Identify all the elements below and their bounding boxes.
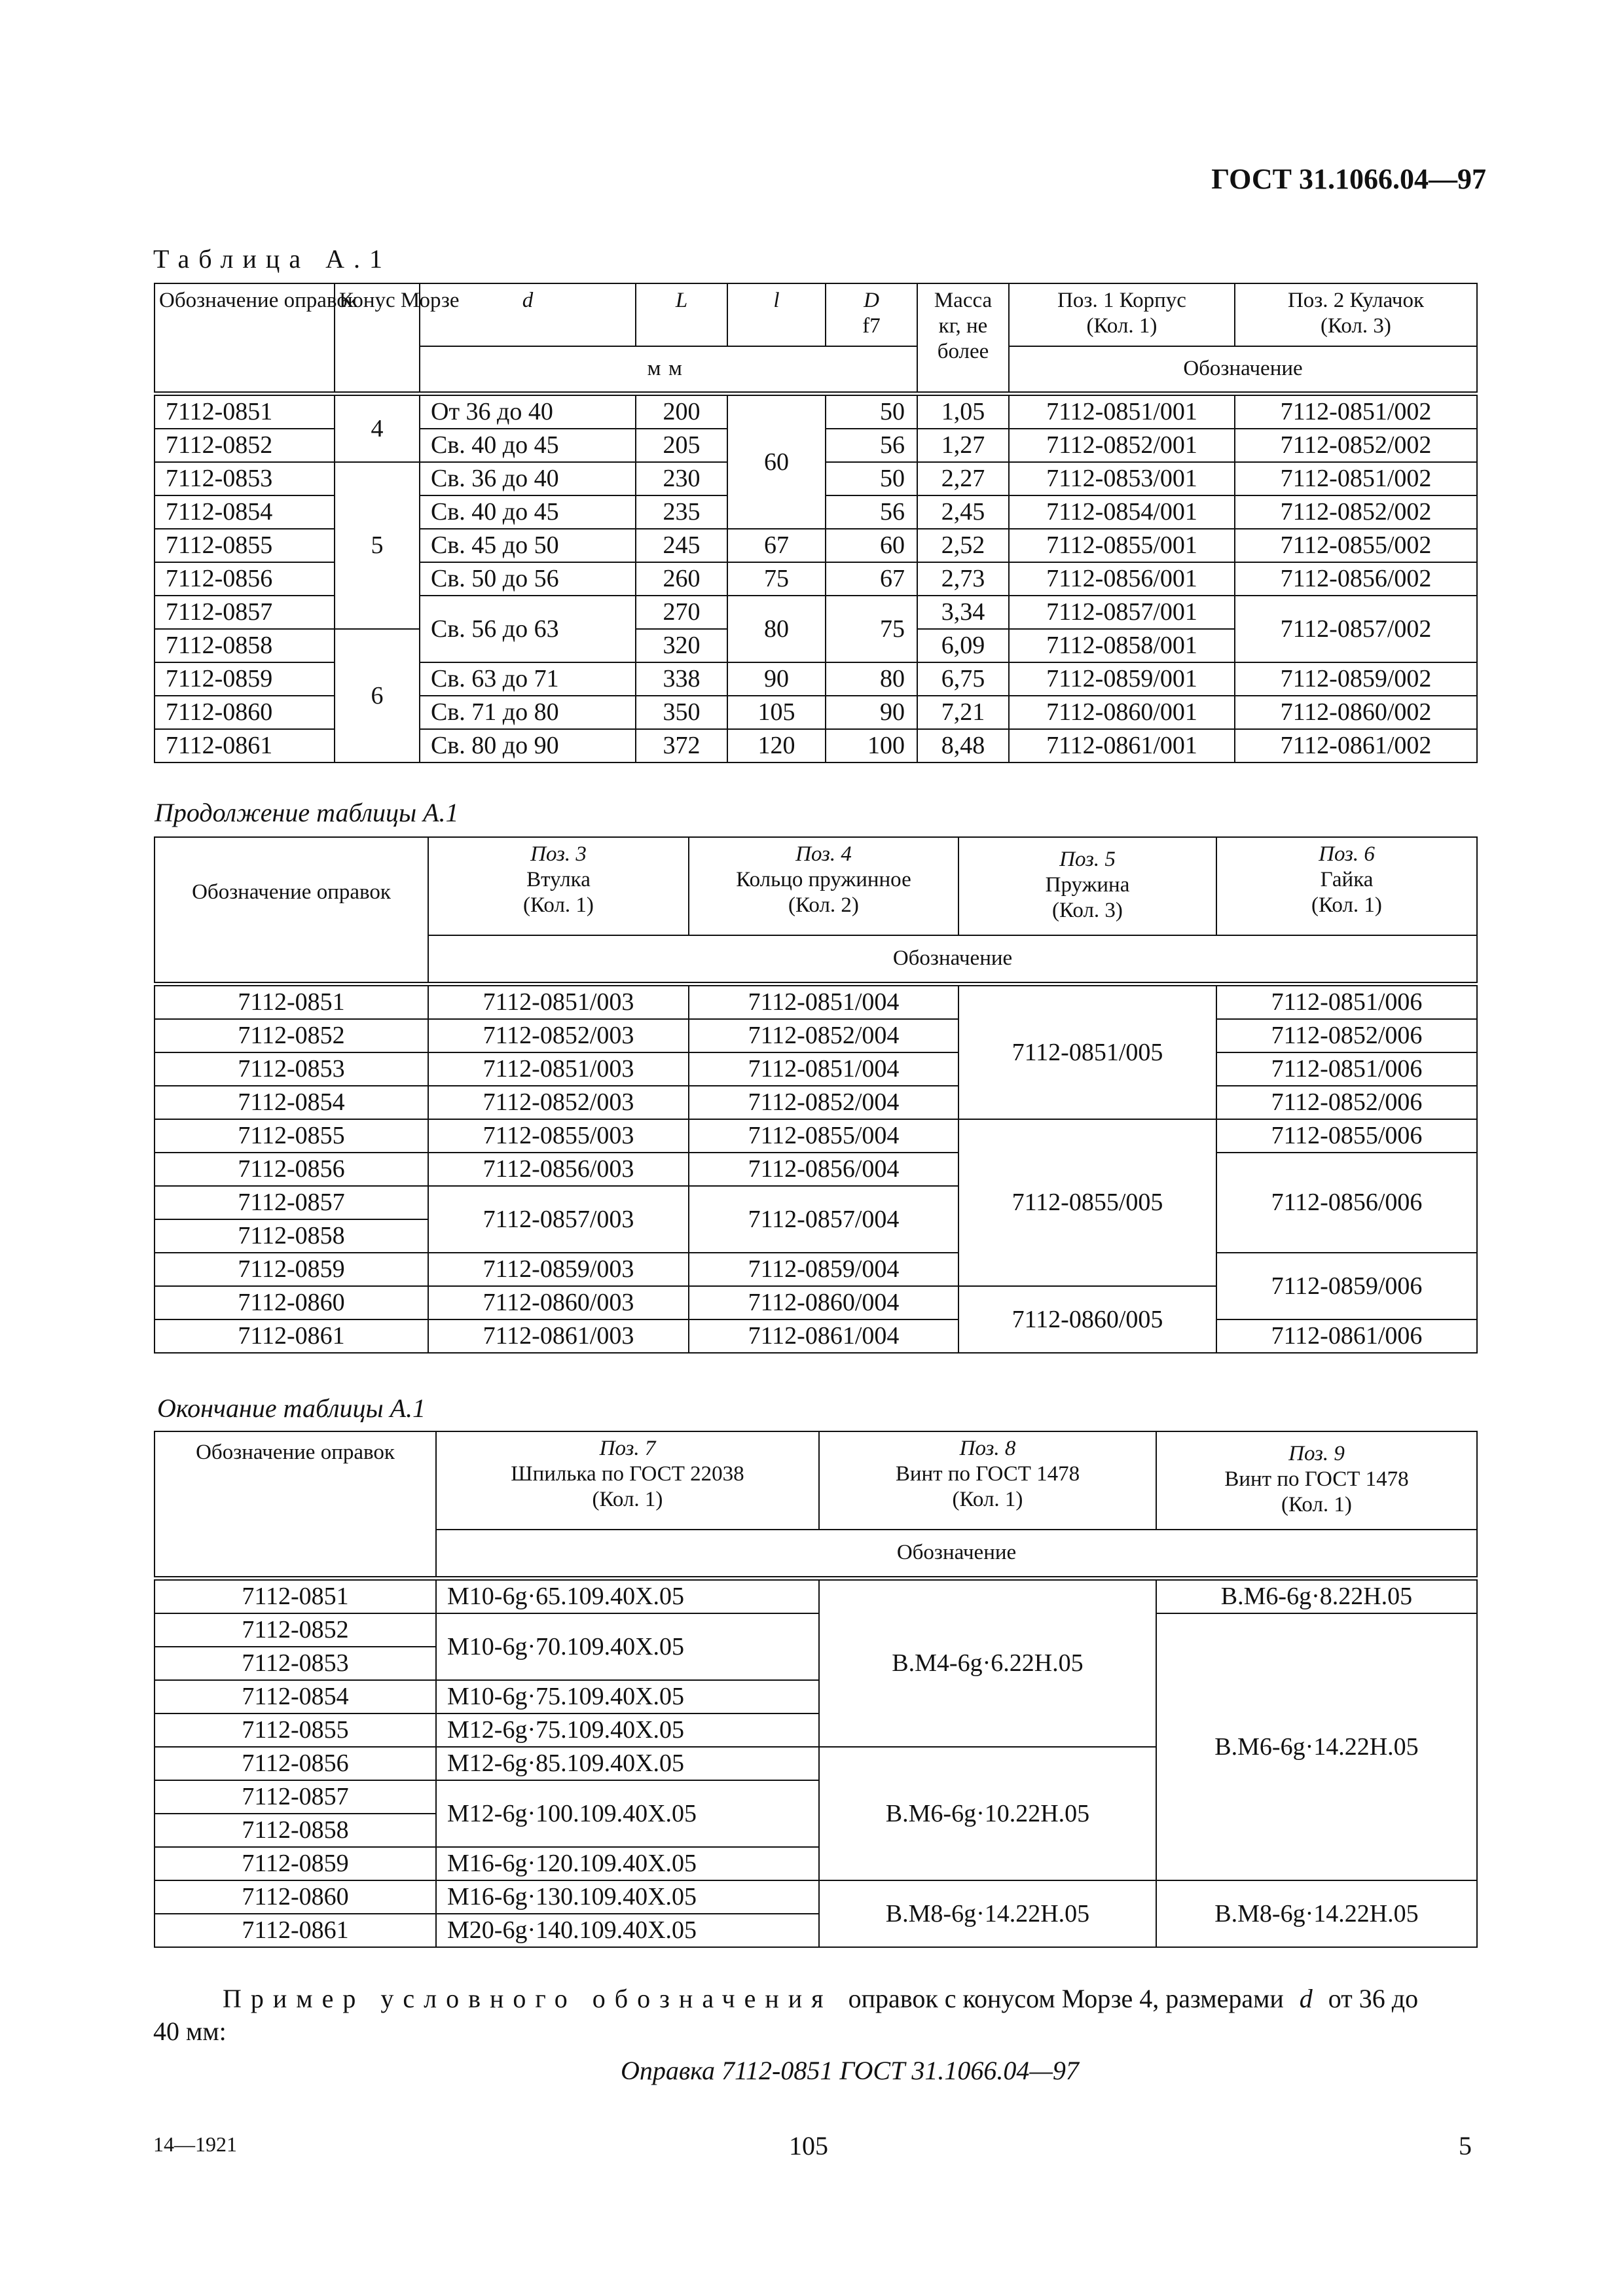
t1-D: 50 bbox=[826, 462, 917, 495]
t2-pos6: 7112-0861/006 bbox=[1216, 1319, 1477, 1353]
example-lead: Пример условного обозначения bbox=[223, 1984, 833, 2013]
t3-pos7: М16-6g·130.109.40Х.05 bbox=[436, 1880, 819, 1914]
t3-code: 7112-0855 bbox=[155, 1713, 436, 1747]
t1-mass: 3,34 bbox=[917, 596, 1009, 629]
t1-code: 7112-0854 bbox=[155, 495, 335, 529]
t2-pos5: 7112-0851/005 bbox=[958, 984, 1216, 1119]
t1-pos1: 7112-0858/001 bbox=[1009, 629, 1235, 662]
t3-head-pos7-qty: (Кол. 1) bbox=[592, 1488, 663, 1511]
t1-pos1: 7112-0857/001 bbox=[1009, 596, 1235, 629]
t1-pos1: 7112-0852/001 bbox=[1009, 429, 1235, 462]
t1-pos2: 7112-0851/002 bbox=[1235, 462, 1477, 495]
t2-code: 7112-0856 bbox=[155, 1153, 428, 1186]
t2-pos4: 7112-0852/004 bbox=[689, 1086, 958, 1119]
t1-pos1: 7112-0851/001 bbox=[1009, 393, 1235, 429]
t3-pos7: М10-6g·65.109.40Х.05 bbox=[436, 1578, 819, 1613]
t2-pos6: 7112-0859/006 bbox=[1216, 1253, 1477, 1319]
table1 bbox=[154, 283, 1478, 763]
t1-head-designation: Обозначение оправок bbox=[155, 283, 335, 393]
t3-pos9: В.М6-6g·14.22Н.05 bbox=[1156, 1613, 1477, 1880]
t1-head-mm: мм bbox=[420, 346, 917, 393]
footer-page-right: 5 bbox=[1459, 2131, 1472, 2161]
t1-d: Св. 80 до 90 bbox=[420, 729, 636, 762]
t1-head-mass: Масса кг, не более bbox=[917, 283, 1009, 393]
t3-code: 7112-0861 bbox=[155, 1914, 436, 1947]
t2-pos4: 7112-0861/004 bbox=[689, 1319, 958, 1353]
t2-pos3: 7112-0859/003 bbox=[428, 1253, 689, 1286]
t3-head-pos7-name: Шпилька по ГОСТ 22038 bbox=[511, 1462, 744, 1486]
t1-cone-4: 4 bbox=[335, 393, 420, 462]
table2-caption: Продолжение таблицы А.1 bbox=[155, 798, 459, 827]
t2-code: 7112-0853 bbox=[155, 1052, 428, 1086]
t2-pos4: 7112-0855/004 bbox=[689, 1119, 958, 1153]
t2-head-pos5: Поз. 5 bbox=[1059, 848, 1116, 871]
t1-mass: 8,48 bbox=[917, 729, 1009, 762]
table1-caption: Таблица А.1 bbox=[153, 244, 392, 274]
example-line2: 40 мм: bbox=[153, 2017, 227, 2046]
t1-D: 80 bbox=[826, 662, 917, 696]
t1-L: 200 bbox=[636, 393, 727, 429]
t1-head-D-tol: f7 bbox=[862, 314, 881, 338]
t1-pos2: 7112-0851/002 bbox=[1235, 393, 1477, 429]
t3-pos7: М10-6g·75.109.40Х.05 bbox=[436, 1680, 819, 1713]
t1-pos1: 7112-0860/001 bbox=[1009, 696, 1235, 729]
table3-caption: Окончание таблицы А.1 bbox=[157, 1393, 426, 1423]
t1-pos2: 7112-0860/002 bbox=[1235, 696, 1477, 729]
t2-head-pos6: Поз. 6 bbox=[1319, 842, 1375, 866]
t1-pos1: 7112-0855/001 bbox=[1009, 529, 1235, 562]
t2-pos3: 7112-0851/003 bbox=[428, 984, 689, 1019]
t1-d: Св. 50 до 56 bbox=[420, 562, 636, 596]
footer-page-center: 105 bbox=[789, 2131, 828, 2161]
t2-pos3: 7112-0857/003 bbox=[428, 1186, 689, 1253]
t1-D: 100 bbox=[826, 729, 917, 762]
t2-pos4: 7112-0860/004 bbox=[689, 1286, 958, 1319]
t3-head-pos8-name: Винт по ГОСТ 1478 bbox=[895, 1462, 1080, 1486]
t1-D: 56 bbox=[826, 429, 917, 462]
t2-head-pos5-qty: (Кол. 3) bbox=[1052, 899, 1123, 922]
t1-l: 120 bbox=[727, 729, 826, 762]
t2-pos3: 7112-0860/003 bbox=[428, 1286, 689, 1319]
t3-pos7: М12-6g·75.109.40Х.05 bbox=[436, 1713, 819, 1747]
t2-pos3: 7112-0852/003 bbox=[428, 1086, 689, 1119]
t1-pos1: 7112-0854/001 bbox=[1009, 495, 1235, 529]
t1-code: 7112-0853 bbox=[155, 462, 335, 495]
t1-head-designation2: Обозначение bbox=[1009, 346, 1477, 393]
t1-D: 50 bbox=[826, 393, 917, 429]
t1-D: 60 bbox=[826, 529, 917, 562]
t2-pos3: 7112-0851/003 bbox=[428, 1052, 689, 1086]
t3-head-pos8-qty: (Кол. 1) bbox=[952, 1488, 1023, 1511]
t2-head-pos3-qty: (Кол. 1) bbox=[523, 893, 594, 917]
t1-cone-5: 5 bbox=[335, 462, 420, 629]
t1-L: 338 bbox=[636, 662, 727, 696]
t1-d: Св. 36 до 40 bbox=[420, 462, 636, 495]
t1-pos2: 7112-0856/002 bbox=[1235, 562, 1477, 596]
t1-pos2: 7112-0855/002 bbox=[1235, 529, 1477, 562]
t1-L: 372 bbox=[636, 729, 727, 762]
t2-code: 7112-0855 bbox=[155, 1119, 428, 1153]
t3-pos8: В.М8-6g·14.22Н.05 bbox=[819, 1880, 1156, 1947]
table3 bbox=[154, 1431, 1478, 1948]
t2-code: 7112-0861 bbox=[155, 1319, 428, 1353]
t1-D: 90 bbox=[826, 696, 917, 729]
t3-code: 7112-0854 bbox=[155, 1680, 436, 1713]
t3-code: 7112-0851 bbox=[155, 1578, 436, 1613]
t1-code: 7112-0861 bbox=[155, 729, 335, 762]
t1-d: Св. 45 до 50 bbox=[420, 529, 636, 562]
t1-L: 320 bbox=[636, 629, 727, 662]
t1-head-cone: Конус Морзе bbox=[335, 283, 420, 393]
t1-pos2: 7112-0859/002 bbox=[1235, 662, 1477, 696]
t2-pos4: 7112-0856/004 bbox=[689, 1153, 958, 1186]
standard-number: ГОСТ 31.1066.04—97 bbox=[1211, 163, 1486, 195]
t1-pos2: 7112-0861/002 bbox=[1235, 729, 1477, 762]
t1-mass: 7,21 bbox=[917, 696, 1009, 729]
t3-head-pos9: Поз. 9 bbox=[1288, 1442, 1345, 1465]
t1-l: 90 bbox=[727, 662, 826, 696]
t1-code: 7112-0855 bbox=[155, 529, 335, 562]
t2-code: 7112-0857 bbox=[155, 1186, 428, 1219]
t1-mass: 1,27 bbox=[917, 429, 1009, 462]
example-line1 bbox=[223, 1983, 1418, 2014]
t1-mass: 2,45 bbox=[917, 495, 1009, 529]
t1-d: Св. 56 до 63 bbox=[420, 596, 636, 662]
t2-pos3: 7112-0856/003 bbox=[428, 1153, 689, 1186]
t1-L: 260 bbox=[636, 562, 727, 596]
t3-pos9: В.М6-6g·8.22Н.05 bbox=[1156, 1578, 1477, 1613]
t2-pos4: 7112-0851/004 bbox=[689, 1052, 958, 1086]
t3-pos7: М12-6g·85.109.40Х.05 bbox=[436, 1747, 819, 1780]
t3-pos8: В.М6-6g·10.22Н.05 bbox=[819, 1747, 1156, 1880]
t2-code: 7112-0859 bbox=[155, 1253, 428, 1286]
t1-pos2: 7112-0857/002 bbox=[1235, 596, 1477, 662]
t2-pos5: 7112-0860/005 bbox=[958, 1286, 1216, 1353]
t2-pos3: 7112-0855/003 bbox=[428, 1119, 689, 1153]
t3-head-pos7: Поз. 7 bbox=[599, 1437, 656, 1460]
t1-L: 230 bbox=[636, 462, 727, 495]
t2-pos6: 7112-0855/006 bbox=[1216, 1119, 1477, 1153]
t1-L: 270 bbox=[636, 596, 727, 629]
t1-pos2: 7112-0852/002 bbox=[1235, 495, 1477, 529]
t2-pos6: 7112-0852/006 bbox=[1216, 1019, 1477, 1052]
t2-head-pos3-name: Втулка bbox=[526, 868, 591, 891]
t3-code: 7112-0858 bbox=[155, 1814, 436, 1847]
t1-code: 7112-0857 bbox=[155, 596, 335, 629]
t2-pos6: 7112-0851/006 bbox=[1216, 984, 1477, 1019]
t2-code: 7112-0854 bbox=[155, 1086, 428, 1119]
t3-code: 7112-0856 bbox=[155, 1747, 436, 1780]
t1-D: 56 bbox=[826, 495, 917, 529]
t1-code: 7112-0852 bbox=[155, 429, 335, 462]
t1-pos1: 7112-0856/001 bbox=[1009, 562, 1235, 596]
t1-pos2: 7112-0852/002 bbox=[1235, 429, 1477, 462]
t1-head-d: d bbox=[420, 283, 636, 346]
t1-cone-6: 6 bbox=[335, 629, 420, 762]
t2-head-pos3: Поз. 3 bbox=[530, 842, 587, 866]
t1-head-pos2: Поз. 2 Кулачок bbox=[1287, 289, 1425, 312]
t1-code: 7112-0860 bbox=[155, 696, 335, 729]
t3-code: 7112-0852 bbox=[155, 1613, 436, 1647]
t1-pos1: 7112-0859/001 bbox=[1009, 662, 1235, 696]
t1-L: 205 bbox=[636, 429, 727, 462]
t1-head-pos1: Поз. 1 Корпус bbox=[1057, 289, 1186, 312]
t2-pos4: 7112-0851/004 bbox=[689, 984, 958, 1019]
t1-mass: 6,09 bbox=[917, 629, 1009, 662]
t3-code: 7112-0853 bbox=[155, 1647, 436, 1680]
t1-code: 7112-0859 bbox=[155, 662, 335, 696]
t2-pos6: 7112-0851/006 bbox=[1216, 1052, 1477, 1086]
t2-code: 7112-0860 bbox=[155, 1286, 428, 1319]
t1-mass: 2,27 bbox=[917, 462, 1009, 495]
t1-d: Св. 71 до 80 bbox=[420, 696, 636, 729]
t1-D: 67 bbox=[826, 562, 917, 596]
t3-head-pos9-name: Винт по ГОСТ 1478 bbox=[1224, 1467, 1409, 1491]
t2-code: 7112-0851 bbox=[155, 984, 428, 1019]
t1-pos1: 7112-0861/001 bbox=[1009, 729, 1235, 762]
t2-head-pos5-name: Пружина bbox=[1045, 873, 1130, 897]
t2-pos3: 7112-0861/003 bbox=[428, 1319, 689, 1353]
t1-d: Св. 40 до 45 bbox=[420, 429, 636, 462]
example-range: от 36 до bbox=[1328, 1984, 1419, 2013]
t1-mass: 2,73 bbox=[917, 562, 1009, 596]
example-d: d bbox=[1299, 1984, 1313, 2013]
t2-pos4: 7112-0857/004 bbox=[689, 1186, 958, 1253]
t3-head-pos9-qty: (Кол. 1) bbox=[1281, 1493, 1352, 1516]
t2-head-designation: Обозначение оправок bbox=[155, 837, 428, 984]
t3-head-designation2: Обозначение bbox=[436, 1530, 1477, 1578]
t2-pos6: 7112-0856/006 bbox=[1216, 1153, 1477, 1253]
t1-code: 7112-0858 bbox=[155, 629, 335, 662]
t3-head-pos8: Поз. 8 bbox=[959, 1437, 1016, 1460]
example-rest: оправок с конусом Морзе 4, размерами bbox=[848, 1984, 1284, 2013]
t2-head-pos6-qty: (Кол. 1) bbox=[1311, 893, 1382, 917]
t3-pos7: М20-6g·140.109.40Х.05 bbox=[436, 1914, 819, 1947]
t1-pos1: 7112-0853/001 bbox=[1009, 462, 1235, 495]
t1-head-pos2-qty: (Кол. 3) bbox=[1321, 314, 1391, 338]
t1-code: 7112-0851 bbox=[155, 393, 335, 429]
t1-l-60: 60 bbox=[727, 393, 826, 529]
t2-head-pos4-qty: (Кол. 2) bbox=[788, 893, 859, 917]
t3-head-designation: Обозначение оправок bbox=[155, 1431, 436, 1578]
t3-pos9: В.М8-6g·14.22Н.05 bbox=[1156, 1880, 1477, 1947]
t1-d: Св. 40 до 45 bbox=[420, 495, 636, 529]
t1-head-l: l bbox=[727, 283, 826, 346]
t1-mass: 6,75 bbox=[917, 662, 1009, 696]
example-designation: Оправка 7112-0851 ГОСТ 31.1066.04—97 bbox=[621, 2056, 1079, 2085]
t2-pos5: 7112-0855/005 bbox=[958, 1119, 1216, 1286]
t1-d: От 36 до 40 bbox=[420, 393, 636, 429]
t3-pos8: В.М4-6g·6.22Н.05 bbox=[819, 1578, 1156, 1747]
t1-l: 80 bbox=[727, 596, 826, 662]
t1-l: 75 bbox=[727, 562, 826, 596]
t3-pos7: М10-6g·70.109.40Х.05 bbox=[436, 1613, 819, 1680]
t3-code: 7112-0857 bbox=[155, 1780, 436, 1814]
t2-pos4: 7112-0852/004 bbox=[689, 1019, 958, 1052]
t1-mass: 2,52 bbox=[917, 529, 1009, 562]
t2-head-pos4-name: Кольцо пружинное bbox=[736, 868, 911, 891]
t1-L: 350 bbox=[636, 696, 727, 729]
t3-code: 7112-0859 bbox=[155, 1847, 436, 1880]
t1-head-D: D bbox=[864, 289, 879, 312]
t1-L: 235 bbox=[636, 495, 727, 529]
t1-mass: 1,05 bbox=[917, 393, 1009, 429]
t3-pos7: М16-6g·120.109.40Х.05 bbox=[436, 1847, 819, 1880]
t2-head-designation2: Обозначение bbox=[428, 935, 1477, 984]
t2-code: 7112-0852 bbox=[155, 1019, 428, 1052]
t2-pos4: 7112-0859/004 bbox=[689, 1253, 958, 1286]
t2-pos6: 7112-0852/006 bbox=[1216, 1086, 1477, 1119]
t1-d: Св. 63 до 71 bbox=[420, 662, 636, 696]
t1-head-pos1-qty: (Кол. 1) bbox=[1086, 314, 1158, 338]
footer-order-number: 14—1921 bbox=[153, 2132, 237, 2156]
t2-code: 7112-0858 bbox=[155, 1219, 428, 1253]
t1-l: 105 bbox=[727, 696, 826, 729]
t3-code: 7112-0860 bbox=[155, 1880, 436, 1914]
t2-pos3: 7112-0852/003 bbox=[428, 1019, 689, 1052]
t1-L: 245 bbox=[636, 529, 727, 562]
t2-head-pos6-name: Гайка bbox=[1320, 868, 1374, 891]
t1-code: 7112-0856 bbox=[155, 562, 335, 596]
t3-pos7: М12-6g·100.109.40Х.05 bbox=[436, 1780, 819, 1847]
t1-l: 67 bbox=[727, 529, 826, 562]
table2 bbox=[154, 836, 1478, 1354]
t1-head-L: L bbox=[636, 283, 727, 346]
t2-head-pos4: Поз. 4 bbox=[795, 842, 852, 866]
t1-D: 75 bbox=[826, 596, 917, 662]
